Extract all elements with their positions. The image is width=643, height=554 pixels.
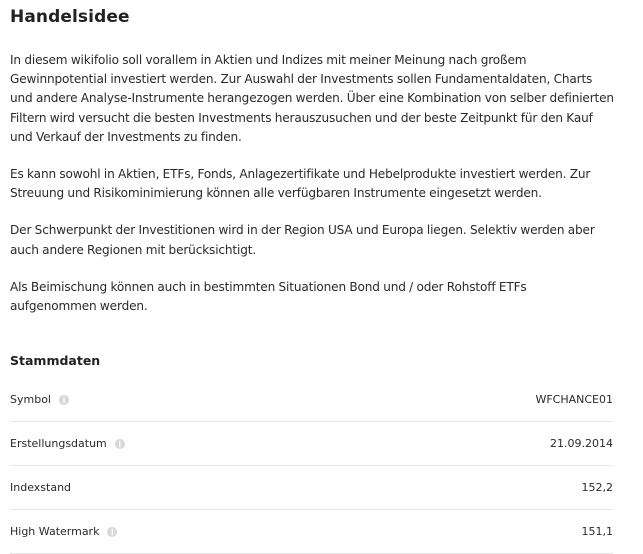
info-icon[interactable]: i xyxy=(107,527,117,537)
handelsidee-title: Handelsidee xyxy=(10,7,130,27)
stammdaten-row-high-watermark xyxy=(10,510,613,554)
row-label-wrap xyxy=(10,393,69,406)
stammdaten-row-indexstand xyxy=(10,466,613,510)
idea-paragraph: Der Schwerpunkt der Investitionen wird in der Region USA und Europa liegen. Selektiv werden aber auch andere Regionen mit berücksichtigt. xyxy=(10,223,595,257)
info-icon[interactable]: i xyxy=(59,395,69,405)
row-label-wrap xyxy=(10,481,71,494)
row-label: High Watermark xyxy=(10,525,100,538)
row-label: Symbol xyxy=(10,393,51,406)
row-value: 151,1 xyxy=(581,525,613,538)
idea-paragraph: Als Beimischung können auch in bestimmten Situationen Bond und / oder Rohstoff ETFs aufgenommen werden. xyxy=(10,279,527,314)
row-label: Erstellungsdatum xyxy=(10,437,107,450)
idea-paragraph: In diesem wikifolio soll vorallem in Aktien und Indizes mit meiner Meinung nach großem Gewinnpotential investiert werden. Zur Auswahl der Investments sollen Fundamentaldaten, Charts und andere Analyse-Instrumente herangezogen werden. Über eine Kombination von selber definierten Filtern wird versucht die besten Investments herauszusuchen und der beste Zeitpunkt für den Kauf und Verkauf der Investments zu finden. xyxy=(10,53,614,144)
row-value: WFCHANCE01 xyxy=(535,393,613,406)
handelsidee-text xyxy=(10,51,615,334)
idea-paragraph: Es kann sowohl in Aktien, ETFs, Fonds, Anlagezertifikate und Hebelprodukte investiert werden. Zur Streuung und Risikominimierung können alle verfügbaren Instrumente eingesetzt werden. xyxy=(10,167,591,201)
row-value: 152,2 xyxy=(581,481,613,494)
stammdaten-row-symbol xyxy=(10,378,613,422)
info-icon[interactable]: i xyxy=(115,439,125,449)
row-label: Indexstand xyxy=(10,481,72,494)
row-label-wrap xyxy=(10,437,125,450)
row-label-wrap xyxy=(10,525,117,538)
stammdaten-row-erstellungsdatum xyxy=(10,422,613,466)
stammdaten-title: Stammdaten xyxy=(10,353,101,368)
stammdaten-table xyxy=(10,378,613,554)
row-value: 21.09.2014 xyxy=(550,437,613,450)
